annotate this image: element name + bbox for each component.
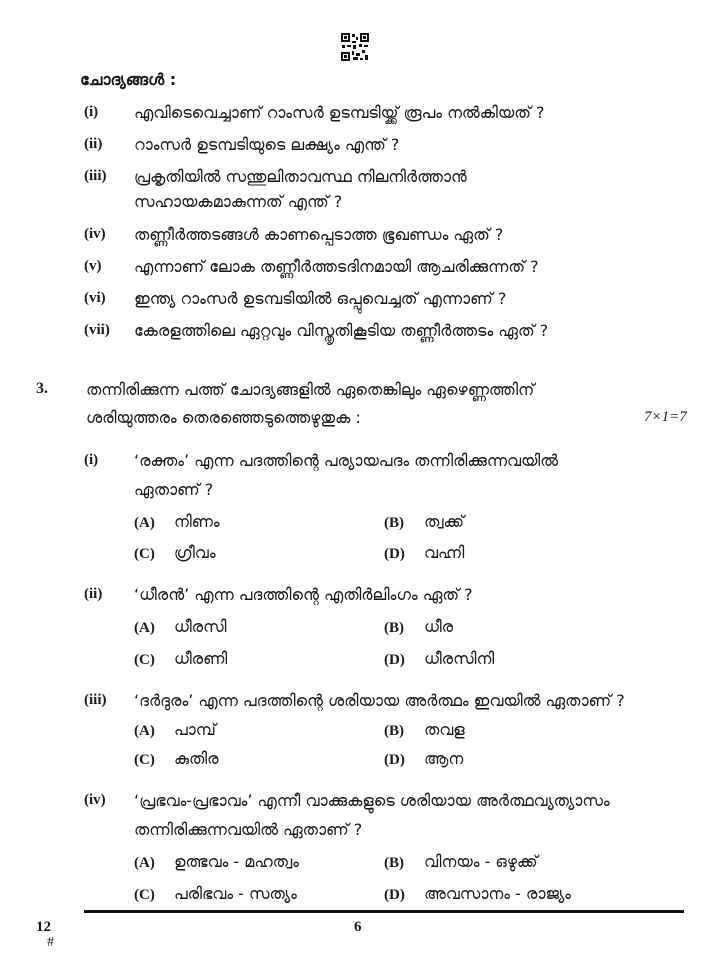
question-text: കേരളത്തിലെ ഏറ്റവും വിസ്തൃതികൂടിയ തണ്ണീർത്തടം ഏത് ? <box>134 321 549 340</box>
mcq-question-text: ‘ധീരൻ’ എന്ന പദത്തിന്റെ എതിർലിംഗം ഏത് ? <box>134 585 473 604</box>
option-letter: (D) <box>384 546 405 562</box>
option-letter: (C) <box>134 652 155 668</box>
option-letter: (A) <box>134 620 155 636</box>
option-letter: (C) <box>134 887 155 903</box>
marks-allocation: 7×1=7 <box>644 409 687 425</box>
option-c <box>134 543 216 563</box>
option-a <box>134 852 299 872</box>
option-b <box>384 852 538 872</box>
option-letter: (A) <box>134 855 155 871</box>
mcq-label: (i) <box>84 452 99 468</box>
qr-code-icon <box>340 32 370 62</box>
option-a <box>134 512 220 532</box>
option-letter: (B) <box>384 515 404 531</box>
footer-code: 12 <box>36 919 51 935</box>
option-text: നിണം <box>174 512 220 531</box>
option-b <box>384 617 453 637</box>
option-letter: (C) <box>134 546 155 562</box>
option-text: കുതിര <box>174 749 219 768</box>
question-label: (ii) <box>84 136 103 152</box>
option-a <box>134 720 216 740</box>
option-text: വഹ്നി <box>424 543 465 562</box>
option-text: ധീരസിനി <box>424 649 495 668</box>
option-text: തവള <box>424 720 465 739</box>
option-text: ത്വക്ക് <box>424 512 465 531</box>
mcq-label: (iii) <box>84 692 107 708</box>
question-text: എവിടെവെച്ചാണ് റാംസർ ഉടമ്പടിയ്ക്ക് രൂപം നൽകിയത് ? <box>134 103 545 122</box>
option-text: അവസാനം - രാജ്യം <box>424 884 572 903</box>
option-letter: (B) <box>384 620 404 636</box>
option-text: പാമ്പ് <box>174 720 216 739</box>
option-letter: (A) <box>134 723 155 739</box>
option-letter: (B) <box>384 723 404 739</box>
question-text: പ്രകൃതിയിൽ സന്തുലിതാവസ്ഥ നിലനിർത്താൻ <box>134 167 467 186</box>
option-d <box>384 649 494 669</box>
option-letter: (A) <box>134 515 155 531</box>
question-label: (v) <box>84 258 102 274</box>
mcq-question-text: ‘രക്തം’ എന്ന പദത്തിന്റെ പര്യായപദം തന്നിരിക്കുന്നവയിൽ <box>134 451 559 470</box>
question-label: (iii) <box>84 168 107 184</box>
option-c <box>134 749 219 769</box>
option-letter: (D) <box>384 652 405 668</box>
option-letter: (B) <box>384 855 404 871</box>
option-text: വിനയം - ഒഴുക്ക് <box>424 852 538 871</box>
question-text: സഹായകമാകുന്നത് എന്ത് ? <box>134 192 343 211</box>
option-text: പരിഭവം - സത്യം <box>174 884 297 903</box>
option-text: ഉത്ഭവം - മഹത്വം <box>174 852 299 871</box>
option-d <box>384 543 464 563</box>
option-text: ധീര <box>424 617 454 636</box>
mcq-question-text: ‘ദർദുരം’ എന്ന പദത്തിന്റെ ശരിയായ അർത്ഥം ഇവയിൽ ഏതാണ് ? <box>134 691 625 710</box>
option-b <box>384 720 465 740</box>
mcq-label: (ii) <box>84 586 103 602</box>
option-a <box>134 617 226 637</box>
question-label: (i) <box>84 104 99 120</box>
question-text: ഇന്ത്യ റാംസർ ഉടമ്പടിയിൽ ഒപ്പുവെച്ചത് എന്നാണ് ? <box>134 289 507 308</box>
option-letter: (C) <box>134 752 155 768</box>
question-text: റാംസർ ഉടമ്പടിയുടെ ലക്ഷ്യം എന്ത് ? <box>134 135 400 154</box>
option-text: ആന <box>424 749 464 768</box>
mcq-question-text: തന്നിരിക്കുന്നവയിൽ ഏതാണ് ? <box>134 820 363 839</box>
option-d <box>384 749 463 769</box>
mcq-question-text: ‘പ്രഭവം-പ്രഭാവം’ എന്നീ വാക്കുകളുടെ ശരിയായ അർത്ഥവ്യത്യാസം <box>134 791 610 810</box>
mcq-question-text: ഏതാണ് ? <box>134 480 214 499</box>
option-c <box>134 649 227 669</box>
option-c <box>134 884 297 904</box>
question-label: (vi) <box>84 290 106 306</box>
question-label: (iv) <box>84 226 106 242</box>
page-number: 6 <box>354 919 362 935</box>
option-text: ധീരണി <box>174 649 228 668</box>
option-text: ഗ്രീവം <box>174 543 216 562</box>
mcq-label: (iv) <box>84 792 106 808</box>
question-number: 3. <box>36 380 48 397</box>
option-b <box>384 512 464 532</box>
option-letter: (D) <box>384 752 405 768</box>
option-text: ധീരസി <box>174 617 227 636</box>
option-d <box>384 884 571 904</box>
footer-hash: # <box>47 935 54 950</box>
questions-heading: ചോദ്യങ്ങൾ : <box>80 70 177 89</box>
q3-instruction-line1: തന്നിരിക്കുന്ന പത്ത് ചോദ്യങ്ങളിൽ ഏതെങ്കിലും ഏഴെണ്ണത്തിന് <box>86 380 535 399</box>
question-text: എന്നാണ് ലോക തണ്ണീർത്തടദിനമായി ആചരിക്കുന്നത് ? <box>134 257 539 276</box>
option-letter: (D) <box>384 887 405 903</box>
footer-rule <box>84 910 684 913</box>
question-label: (vii) <box>84 322 110 338</box>
q3-instruction-line2: ശരിയുത്തരം തെരഞ്ഞെടുത്തെഴുതുക : <box>86 408 361 427</box>
question-text: തണ്ണീർത്തടങ്ങൾ കാണപ്പെടാത്ത ഭൂഖണ്ഡം ഏത് ? <box>134 225 504 244</box>
